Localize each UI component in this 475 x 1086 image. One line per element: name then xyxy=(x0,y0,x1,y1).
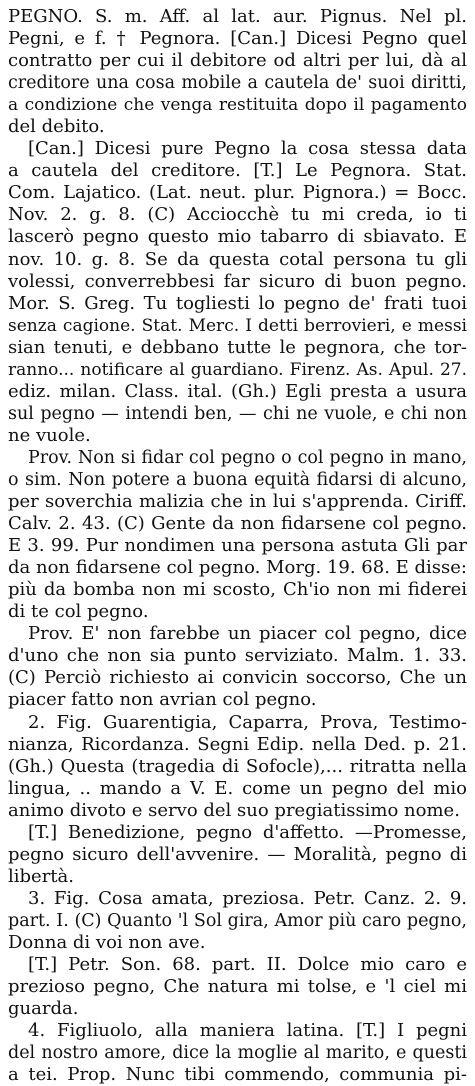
text-line: Prov. Non si fidar col pegno o col pegno in mano, xyxy=(28,447,467,468)
text-line: di te col pegno. xyxy=(8,601,149,623)
text-line: Prov. E' non farebbe un piacer col pegno, dice xyxy=(28,623,467,645)
text-line: a cautela del creditore. [T.] Le Pegnora. Stat. xyxy=(8,160,467,182)
text-line: a condizione che venga restituita dopo il pagamento xyxy=(8,95,467,116)
text-line: animo divoto e servo del suo pregiatissimo nome. xyxy=(8,799,460,821)
text-line: lascerò pegno questo mio tabarro di sbiavato. E xyxy=(8,226,467,248)
text-line: [Can.] Dicesi pure Pegno la cosa stessa data xyxy=(28,138,467,160)
text-line: nianza, Ricordanza. Segni Edip. nella Ded. p. 21. xyxy=(8,733,467,755)
text-line: Donna di voi non ave. xyxy=(8,931,206,953)
text-line: a tei. Prop. Nunc tibi commendo, communia pi- xyxy=(8,1064,467,1086)
text-line: 4. Figliuolo, alla maniera latina. [T.] I pegni xyxy=(28,1020,467,1042)
text-line: creditore una cosa mobile a cautela de' suoi diritti, xyxy=(8,73,467,94)
text-line: PEGNO. S. m. Aff. al lat. aur. Pignus. Nel pl. xyxy=(8,6,467,27)
text-line: per soverchia malizia che in lui s'apprenda. Ciriff. xyxy=(8,491,467,513)
text-line: 2. Fig. Guarentigia, Caparra, Prova, Testimo- xyxy=(28,711,467,733)
text-line: pegno sicuro dell'avvenire. — Moralità, pegno di xyxy=(8,843,467,865)
text-line: ranno... notificare al guardiano. Firenz. As. Apul. 27. xyxy=(8,359,467,380)
text-line: volessi, converrebbesi far sicuro di buon pegno. xyxy=(8,270,467,292)
text-line: part. I. (C) Quanto 'l Sol gira, Amor più caro pegno, xyxy=(8,910,467,931)
text-line: Mor. S. Greg. Tu togliesti lo pegno de' frati tuoi xyxy=(8,292,467,314)
text-line: guarda. xyxy=(8,998,79,1020)
text-line: ne vuole. xyxy=(8,424,91,446)
text-line: contratto per cui il debitore od altri per lui, dà al xyxy=(8,50,467,72)
text-line: Pegni, e f. † Pegnora. [Can.] Dicesi Pegno quel xyxy=(8,28,467,50)
text-line: 3. Fig. Cosa amata, preziosa. Petr. Canz. 2. 9. xyxy=(28,887,467,909)
text-line: piacer fatto non avrian col pegno. xyxy=(8,689,317,711)
text-line: del nostro amore, dice la moglie al marito, e questi xyxy=(8,1043,467,1064)
text-line: sul pegno — intendi ben, — chi ne vuole, e chi non xyxy=(8,403,467,424)
text-line: o sim. Non potere a buona equità fidarsi di alcuno, xyxy=(8,469,467,490)
text-line: d'uno che non sia punto serviziato. Malm. 1. 33. xyxy=(8,645,467,667)
text-line: lingua, .. mando a V. E. come un pegno del mio xyxy=(8,777,467,799)
text-line: Com. Lajatico. (Lat. neut. plur. Pignora.) = Bocc. xyxy=(8,182,467,204)
text-line: Nov. 2. g. 8. (C) Acciocchè tu mi creda, io ti xyxy=(8,204,467,226)
text-line: sian tenuti, e debbano tutte le pegnora, che tor- xyxy=(8,336,467,358)
text-line: più da bomba non mi scosto, Ch'io non mi fiderei xyxy=(8,579,467,601)
text-line: senza cagione. Stat. Merc. I detti berrovieri, e messi xyxy=(8,315,467,336)
text-line: [T.] Benedizione, pegno d'affetto. —Promesse, xyxy=(28,821,467,843)
text-line: da non fidarsene col pegno. Morg. 19. 68. E disse: xyxy=(8,557,467,579)
text-line: [T.] Petr. Son. 68. part. II. Dolce mio caro e xyxy=(28,954,467,976)
text-line: ediz. milan. Class. ital. (Gh.) Egli presta a usura xyxy=(8,380,467,402)
text-line: (C) Perciò richiesto ai convicin soccorso, Che un xyxy=(8,667,467,689)
text-line: (Gh.) Questa (tragedia di Sofocle),... ritratta nella xyxy=(8,755,467,777)
text-line: Calv. 2. 43. (C) Gente da non fidarsene col pegno. xyxy=(8,513,467,535)
text-line: libertà. xyxy=(8,865,74,887)
text-line: nov. 10. g. 8. Se da questa cotal persona tu gli xyxy=(8,248,467,270)
text-line: prezioso pegno, Che natura mi tolse, e 'l ciel mi xyxy=(8,976,467,998)
text-line: E 3. 99. Pur nondimen una persona astuta Gli par xyxy=(8,535,467,557)
text-line: del debito. xyxy=(8,116,105,138)
